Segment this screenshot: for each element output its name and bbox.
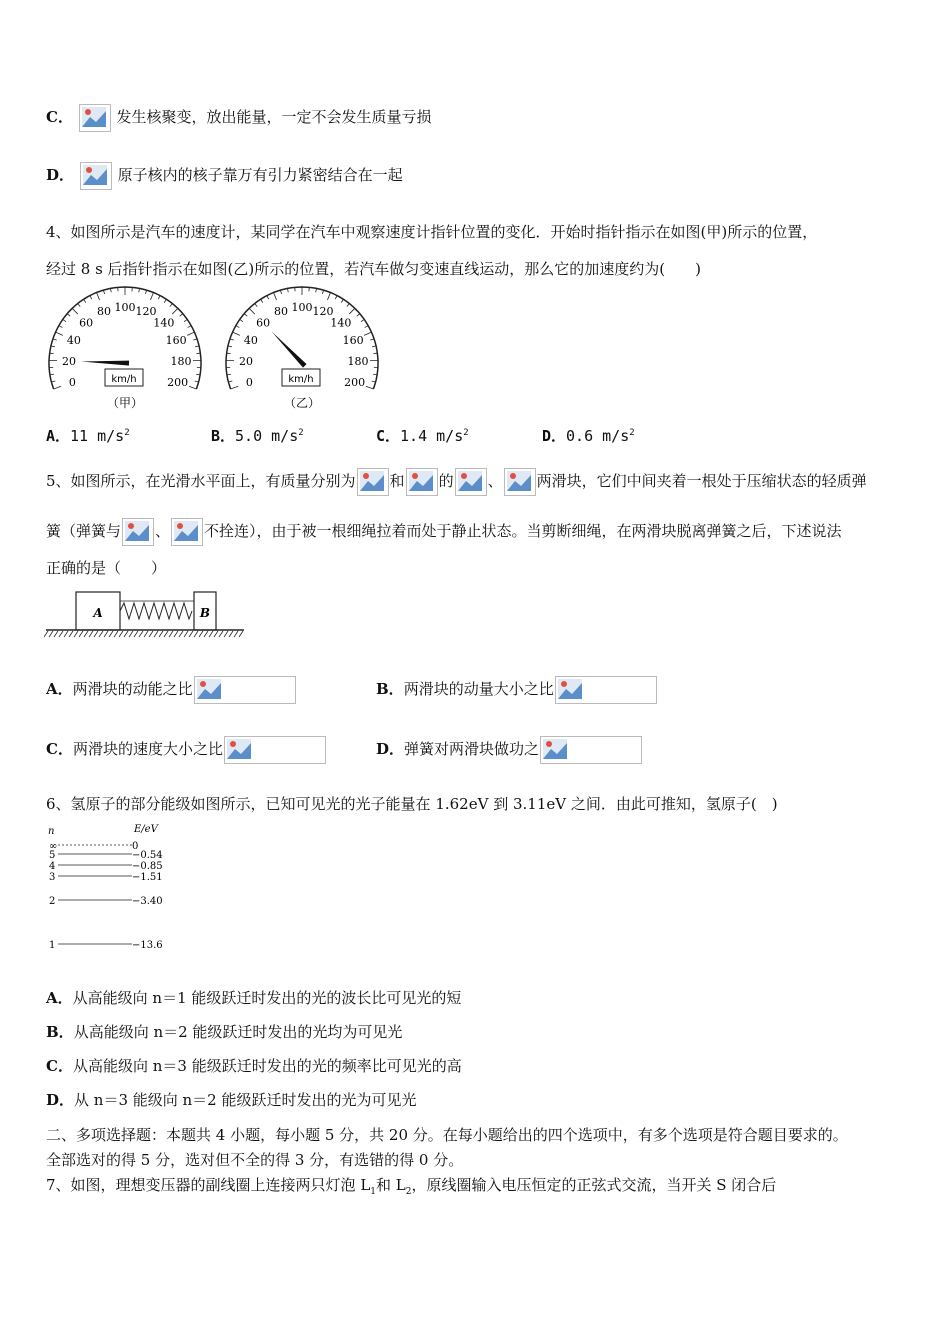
gauge-tick-label: 200 (344, 376, 366, 390)
gauge-tick (357, 314, 360, 317)
gauge-tick (78, 304, 80, 307)
gauge-tick (150, 293, 153, 300)
text: 和 (389, 472, 405, 490)
speedometer-jia (49, 287, 201, 410)
gauge-tick (227, 353, 231, 354)
hatch-line (119, 631, 123, 637)
broken-image-icon (79, 104, 111, 132)
gauge-tick-label: 200 (167, 376, 189, 390)
broken-image-icon (122, 518, 154, 546)
option-letter: C． (376, 427, 401, 445)
hatch-line (139, 631, 143, 637)
gauge-tick (188, 326, 191, 328)
q4-stem-line2: 经过 8 s 后指针指示在如图(乙)所示的位置，若汽车做匀变速直线运动，那么它的加速度约为( ) (46, 260, 701, 278)
gauge-tick (195, 381, 199, 382)
q5-option-b (376, 676, 658, 704)
option-text: 从高能级向 n＝3 能级跃迁时发出的光的频率比可见光的高 (72, 1057, 462, 1075)
gauge-unit-label: km/h (288, 374, 314, 385)
gauge-tick (366, 386, 374, 389)
level-energy-label: −13.6 (132, 940, 163, 951)
gauge-tick (365, 326, 368, 328)
gauge-tick (233, 332, 240, 335)
option-value: 11 m/s (70, 427, 125, 445)
gauge-tick (50, 353, 54, 354)
option-text: 原子核内的核子靠万有引力紧密结合在一起 (117, 166, 403, 184)
ground-hatch (44, 631, 243, 637)
hatch-line (89, 631, 93, 637)
text: 不拴连），由于被一根细绳拉着而处于静止状态。当剪断细绳，在两滑块脱离弹簧之后，下述说法 (204, 522, 842, 540)
gauge-tick-label: 160 (165, 334, 187, 348)
option-value: 1.4 m/s (400, 427, 464, 445)
option-sup: 2 (463, 428, 469, 438)
gauge-tick (261, 299, 263, 302)
hatch-line (129, 631, 133, 637)
option-letter: C． (46, 1057, 73, 1075)
hatch-line (114, 631, 118, 637)
text: 5、如图所示，在光滑水平面上，有质量分别为 (46, 472, 356, 490)
hatch-line (109, 631, 113, 637)
gauge-tick (170, 304, 172, 307)
gauge-tick-label: 140 (330, 316, 352, 330)
option-letter: C． (46, 108, 73, 126)
hatch-line (144, 631, 148, 637)
gauge-tick (228, 346, 232, 347)
hatch-line (104, 631, 108, 637)
gauge-tick (164, 299, 166, 302)
gauge-tick (335, 296, 337, 300)
gauge-tick-label: 60 (256, 316, 271, 330)
q6-option-d (46, 1089, 417, 1110)
gauge-tick (97, 293, 100, 300)
q5-stem-line1 (46, 468, 867, 496)
level-n-label: 5 (49, 850, 56, 861)
text: 7、如图，理想变压器的副线圈上连接两只灯泡 L (46, 1176, 371, 1194)
text: 两滑块，它们中间夹着一根处于压缩状态的轻质弹 (536, 472, 867, 490)
q4-stem-line1: 4、如图所示是汽车的速度计，某同学在汽车中观察速度计指针位置的变化．开始时指针指示在如图(甲)所示的位置， (46, 223, 818, 241)
hatch-line (154, 631, 158, 637)
hatch-line (84, 631, 88, 637)
gauge-tick-label: 0 (68, 376, 76, 390)
gauge-tick (196, 353, 200, 354)
section2-heading-line2: 全部选对的得 5 分，选对但不全的得 3 分，有选错的得 0 分。 (46, 1151, 464, 1169)
gauge-tick (84, 299, 86, 302)
hatch-line (74, 631, 78, 637)
text: 、 (155, 522, 171, 540)
hatch-line (194, 631, 198, 637)
gauge-tick-label: 40 (243, 334, 258, 348)
gauge-tick (249, 308, 255, 314)
hatch-line (134, 631, 138, 637)
option-sup: 2 (124, 428, 130, 438)
gauge-tick-label: 180 (347, 355, 369, 369)
q6-option-b (46, 1021, 402, 1042)
gauge-tick (72, 308, 78, 314)
gauge-tick (341, 299, 343, 302)
hatch-line (174, 631, 178, 637)
gauge-tick-label: 120 (312, 305, 334, 319)
q3-option-c (46, 104, 432, 132)
gauge-tick-label: 80 (274, 305, 289, 319)
hatch-line (94, 631, 98, 637)
option-text: 弹簧对两滑块做功之 (404, 740, 540, 758)
option-letter: D． (46, 166, 75, 184)
hatch-line (179, 631, 183, 637)
gauge-tick-label: 180 (170, 355, 192, 369)
energy-levels (49, 841, 163, 951)
hatch-line (124, 631, 128, 637)
hatch-line (44, 631, 48, 637)
q5-stem-line2 (46, 518, 842, 546)
option-text: 发生核聚变，放出能量，一定不会发生质量亏损 (116, 108, 432, 126)
level-n-label: 3 (49, 872, 56, 883)
gauge-tick (274, 293, 277, 300)
option-letter: A． (46, 989, 73, 1007)
level-energy-label: −0.85 (132, 861, 163, 872)
subscript: 1 (370, 1187, 377, 1197)
hatch-line (64, 631, 68, 637)
option-letter: D． (376, 740, 405, 758)
option-letter: B． (46, 1023, 74, 1041)
hatch-line (49, 631, 53, 637)
hatch-line (79, 631, 83, 637)
gauge-tick (189, 386, 197, 389)
option-sup: 2 (298, 428, 304, 438)
hatch-line (169, 631, 173, 637)
hatch-line (184, 631, 188, 637)
gauge-tick (231, 386, 239, 389)
gauge-tick-label: 120 (135, 305, 157, 319)
broken-image-icon (357, 468, 389, 496)
option-letter: A． (46, 680, 73, 698)
broken-image-icon (455, 468, 487, 496)
hatch-line (234, 631, 238, 637)
gauge-tick (54, 386, 62, 389)
q3-option-d (46, 162, 403, 190)
level-n-label: ∞ (49, 841, 58, 852)
gauge-tick (236, 326, 239, 328)
gauge-tick-label: 20 (62, 355, 77, 369)
q6-stem: 6、氢原子的部分能级如图所示，已知可见光的光子能量在 1.62eV 到 3.11eV 之间．由此可推知，氢原子( ) (46, 795, 778, 813)
option-letter: B． (211, 427, 236, 445)
gauge-tick (349, 308, 355, 314)
block-a-label: A (93, 606, 103, 620)
energy-level-diagram (44, 820, 184, 955)
gauge-tick-label: 160 (342, 334, 364, 348)
speedometer-figure (40, 285, 390, 415)
broken-image-icon (406, 468, 438, 496)
broken-image-icon (171, 518, 203, 546)
e-axis-label: E/eV (134, 824, 158, 835)
gauge-tick (180, 314, 183, 317)
level-energy-label: 0 (132, 841, 139, 852)
hatch-line (224, 631, 228, 637)
q6-option-a (46, 987, 461, 1008)
q6-option-c (46, 1055, 462, 1076)
gauge-tick-label: 40 (66, 334, 81, 348)
option-text: 从高能级向 n＝1 能级跃迁时发出的光的波长比可见光的短 (72, 989, 462, 1007)
q5-option-a (46, 676, 297, 704)
gauge-tick (361, 319, 364, 321)
hatch-line (99, 631, 103, 637)
hatch-line (189, 631, 193, 637)
q5-option-d (376, 736, 643, 764)
gauge-caption: （甲） (106, 396, 144, 410)
gauge-needle (81, 361, 129, 366)
hatch-line (164, 631, 168, 637)
hatch-line (219, 631, 223, 637)
hatch-line (59, 631, 63, 637)
level-energy-label: −1.51 (132, 872, 163, 883)
gauge-tick-label: 100 (291, 301, 313, 314)
q7-stem (46, 1174, 776, 1197)
hatch-line (239, 631, 243, 637)
n-axis-label: n (48, 826, 55, 837)
option-letter: B． (376, 680, 404, 698)
gauge-tick (255, 304, 257, 307)
q5-option-c (46, 736, 327, 764)
option-value: 0.6 m/s (566, 427, 630, 445)
option-text: 从 n＝3 能级向 n＝2 能级跃迁时发出的光为可见光 (74, 1091, 417, 1109)
hatch-line (54, 631, 58, 637)
text: 和 L (376, 1176, 406, 1194)
hatch-line (199, 631, 203, 637)
gauge-tick (373, 353, 377, 354)
block-b-label: B (199, 606, 211, 620)
gauge-tick (67, 314, 70, 317)
broken-image-icon (80, 162, 112, 190)
option-value: 5.0 m/s (235, 427, 299, 445)
broken-image-icon (555, 676, 657, 704)
q5-stem-line3: 正确的是（ ） (46, 559, 167, 577)
gauge-tick (63, 319, 66, 321)
gauge-tick (372, 381, 376, 382)
gauge-tick (51, 346, 55, 347)
speedometer-yi (226, 287, 378, 410)
gauge-tick (172, 308, 178, 314)
option-sup: 2 (629, 428, 635, 438)
option-letter: D． (542, 427, 567, 445)
gauge-needle (271, 331, 306, 367)
option-text: 从高能级向 n＝2 能级跃迁时发出的光均为可见光 (73, 1023, 403, 1041)
broken-image-icon (194, 676, 296, 704)
option-letter: A． (46, 427, 71, 445)
hatch-line (209, 631, 213, 637)
hatch-line (214, 631, 218, 637)
spring (120, 603, 192, 619)
gauge-tick-label: 60 (79, 316, 94, 330)
gauge-tick (372, 346, 376, 347)
q4-option-c (376, 425, 469, 446)
level-n-label: 1 (49, 940, 56, 951)
gauge-tick (364, 332, 371, 335)
q4-option-a (46, 425, 130, 446)
gauge-tick (267, 296, 269, 300)
option-text: 两滑块的速度大小之比 (72, 740, 223, 758)
q4-option-b (211, 425, 304, 446)
gauge-caption: （乙） (283, 396, 321, 410)
gauge-tick (56, 332, 63, 335)
section2-heading-line1: 二、多项选择题：本题共 4 小题，每小题 5 分，共 20 分。在每小题给出的四个选项中，有多个选项是符合题目要求的。 (46, 1126, 848, 1144)
gauge-tick (327, 293, 330, 300)
hatch-line (229, 631, 233, 637)
gauge-tick (195, 346, 199, 347)
option-text: 两滑块的动能之比 (72, 680, 193, 698)
option-letter: D． (46, 1091, 75, 1109)
gauge-tick (90, 296, 92, 300)
text: 簧（弹簧与 (46, 522, 122, 540)
gauge-tick-label: 0 (245, 376, 253, 390)
gauge-tick-label: 100 (114, 301, 136, 314)
broken-image-icon (540, 736, 642, 764)
gauge-tick (240, 319, 243, 321)
gauge-tick (51, 381, 55, 382)
gauge-tick (244, 314, 247, 317)
hatch-line (204, 631, 208, 637)
hatch-line (149, 631, 153, 637)
hatch-line (159, 631, 163, 637)
text: ，原线圈输入电压恒定的正弦式交流，当开关 S 闭合后 (411, 1176, 777, 1194)
spring-blocks-figure (44, 588, 249, 640)
gauge-tick-label: 20 (239, 355, 254, 369)
gauge-tick (158, 296, 160, 300)
q4-option-d (542, 425, 635, 446)
gauge-unit-label: km/h (111, 374, 137, 385)
level-energy-label: −3.40 (132, 896, 163, 907)
broken-image-icon (504, 468, 536, 496)
text: 、 (487, 472, 503, 490)
gauge-tick (184, 319, 187, 321)
level-energy-label: −0.54 (132, 850, 163, 861)
gauge-tick-label: 140 (153, 316, 175, 330)
gauge-tick (228, 381, 232, 382)
broken-image-icon (224, 736, 326, 764)
level-n-label: 2 (49, 896, 56, 907)
gauge-tick (347, 304, 349, 307)
text: 的 (438, 472, 454, 490)
gauge-tick-label: 80 (97, 305, 112, 319)
level-n-label: 4 (49, 861, 56, 872)
option-letter: C． (46, 740, 73, 758)
gauge-tick (187, 332, 194, 335)
option-text: 两滑块的动量大小之比 (403, 680, 554, 698)
gauge-tick (59, 326, 62, 328)
subscript: 2 (405, 1187, 412, 1197)
hatch-line (69, 631, 73, 637)
